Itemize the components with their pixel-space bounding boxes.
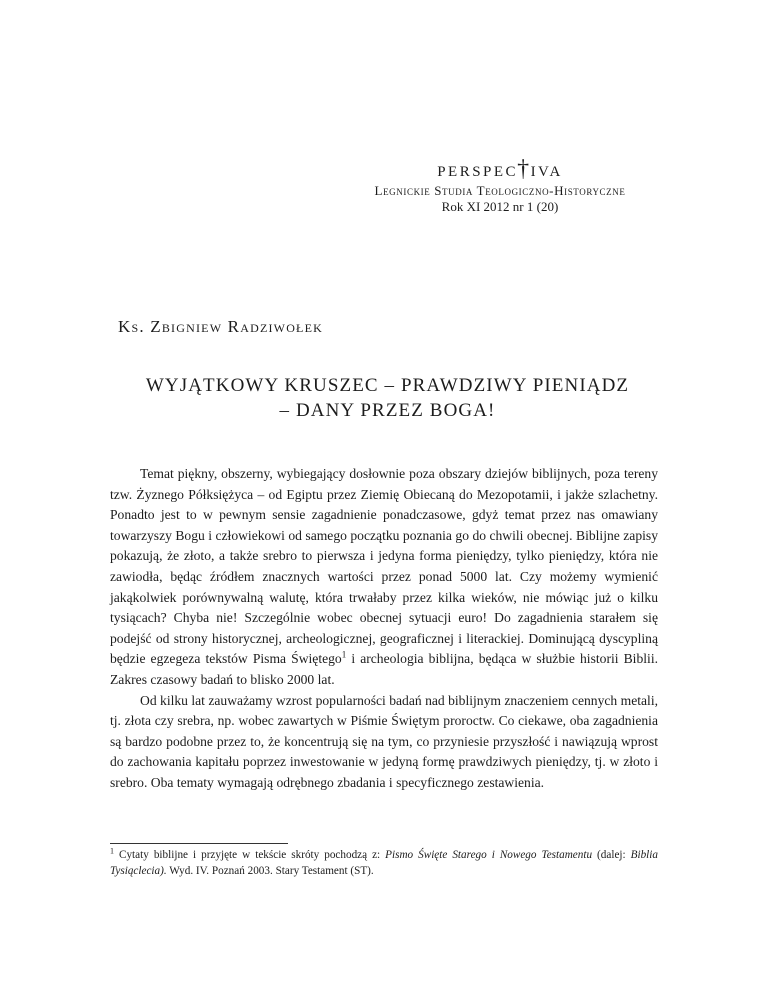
title-line-2: – DANY PRZEZ BOGA!: [279, 400, 496, 421]
article-title: [110, 373, 665, 423]
footnote-ref[interactable]: 1: [341, 649, 347, 660]
footnote-source-title: Pismo Święte Starego i Nowego Testamentu: [385, 849, 593, 861]
footnote-divider: [110, 843, 288, 844]
journal-subtitle: Legnickie Studia Teologiczno-Historyczne: [374, 183, 626, 198]
footnote-abbrev: Biblia Tysiąclecia).: [110, 849, 658, 877]
footnote-number: 1: [110, 846, 114, 856]
paragraph-1: Temat piękny, obszerny, wybiegający dosłownie poza obszary dziejów biblijnych, poza tereny tzw. Żyznego Półksiężyca – od Egiptu przez Ziemię Obiecaną do Mezopotamii, i jakże szlachetny. Ponadto jest to w pewnym sensie zagadnienie ponadczasowe, gdyż temat przez nas omawiany towarzyszy Bogu i człowiekowi od samego początku poznania go do chwili obecnej. Biblijne zapisy pokazują, że złoto, a także srebro to pierwsza i jedyna forma pieniędzy, tylko pieniędzy, która nie zawiodła, będąc źródłem znacznych wartości przez ponad 5000 lat. Czy możemy wymienić jakąkolwiek porównywalną walutę, która trwałaby przez kilka wieków, nie mówiąc już o kilku tysiącach? Chyba nie! Szczególnie wobec obecnej sytuacji euro! Do zagadnienia starałem się podejść od strony historycznej, archeologicznej, geograficznej i literackiej. Dominującą dyscypliną będzie egzegeza tekstów Pisma Świętego$^1$ i archeologia biblijna, będąca w służbie historii Biblii. Zakres czasowy badań to blisko 2000 lat.: [110, 466, 658, 687]
journal-header: [180, 157, 768, 215]
article-author: Ks. Zbigniew Radziwołek: [118, 317, 323, 336]
title-line-1: WYJĄTKOWY KRUSZEC – PRAWDZIWY PIENIĄDZ: [145, 375, 630, 396]
journal-logo: perspec†iva: [437, 156, 563, 182]
paragraph-2: Od kilku lat zauważamy wzrost popularności badań nad biblijnym znaczeniem cennych metali, tj. złota czy srebra, np. wobec zawartych w Piśmie Świętym proroctw. Co ciekawe, oba zagadnienia są bardzo podobne przez to, że koncentrują się na tym, co przyniesie przyszłość i nawiązują wprost do zachowania kapitału poprzez inwestowanie w jedyną formę prawdziwych pieniędzy, tj. w złoto i srebro. Oba tematy wymagają odrębnego zbadania i specyficznego zestawienia.: [110, 692, 658, 790]
article-body: [110, 464, 658, 794]
cross-icon: †: [517, 156, 532, 182]
footnote: $^1$ Cytaty biblijne i przyjęte w tekście skróty pochodzą z: Pismo Święte Starego i Nowego Testamentu (dalej: Biblia Tysiąclecia). Wyd. IV. Poznań 2003. Stary Testament (ST).: [110, 846, 658, 877]
journal-issue: Rok XI 2012 nr 1 (20): [441, 199, 559, 214]
